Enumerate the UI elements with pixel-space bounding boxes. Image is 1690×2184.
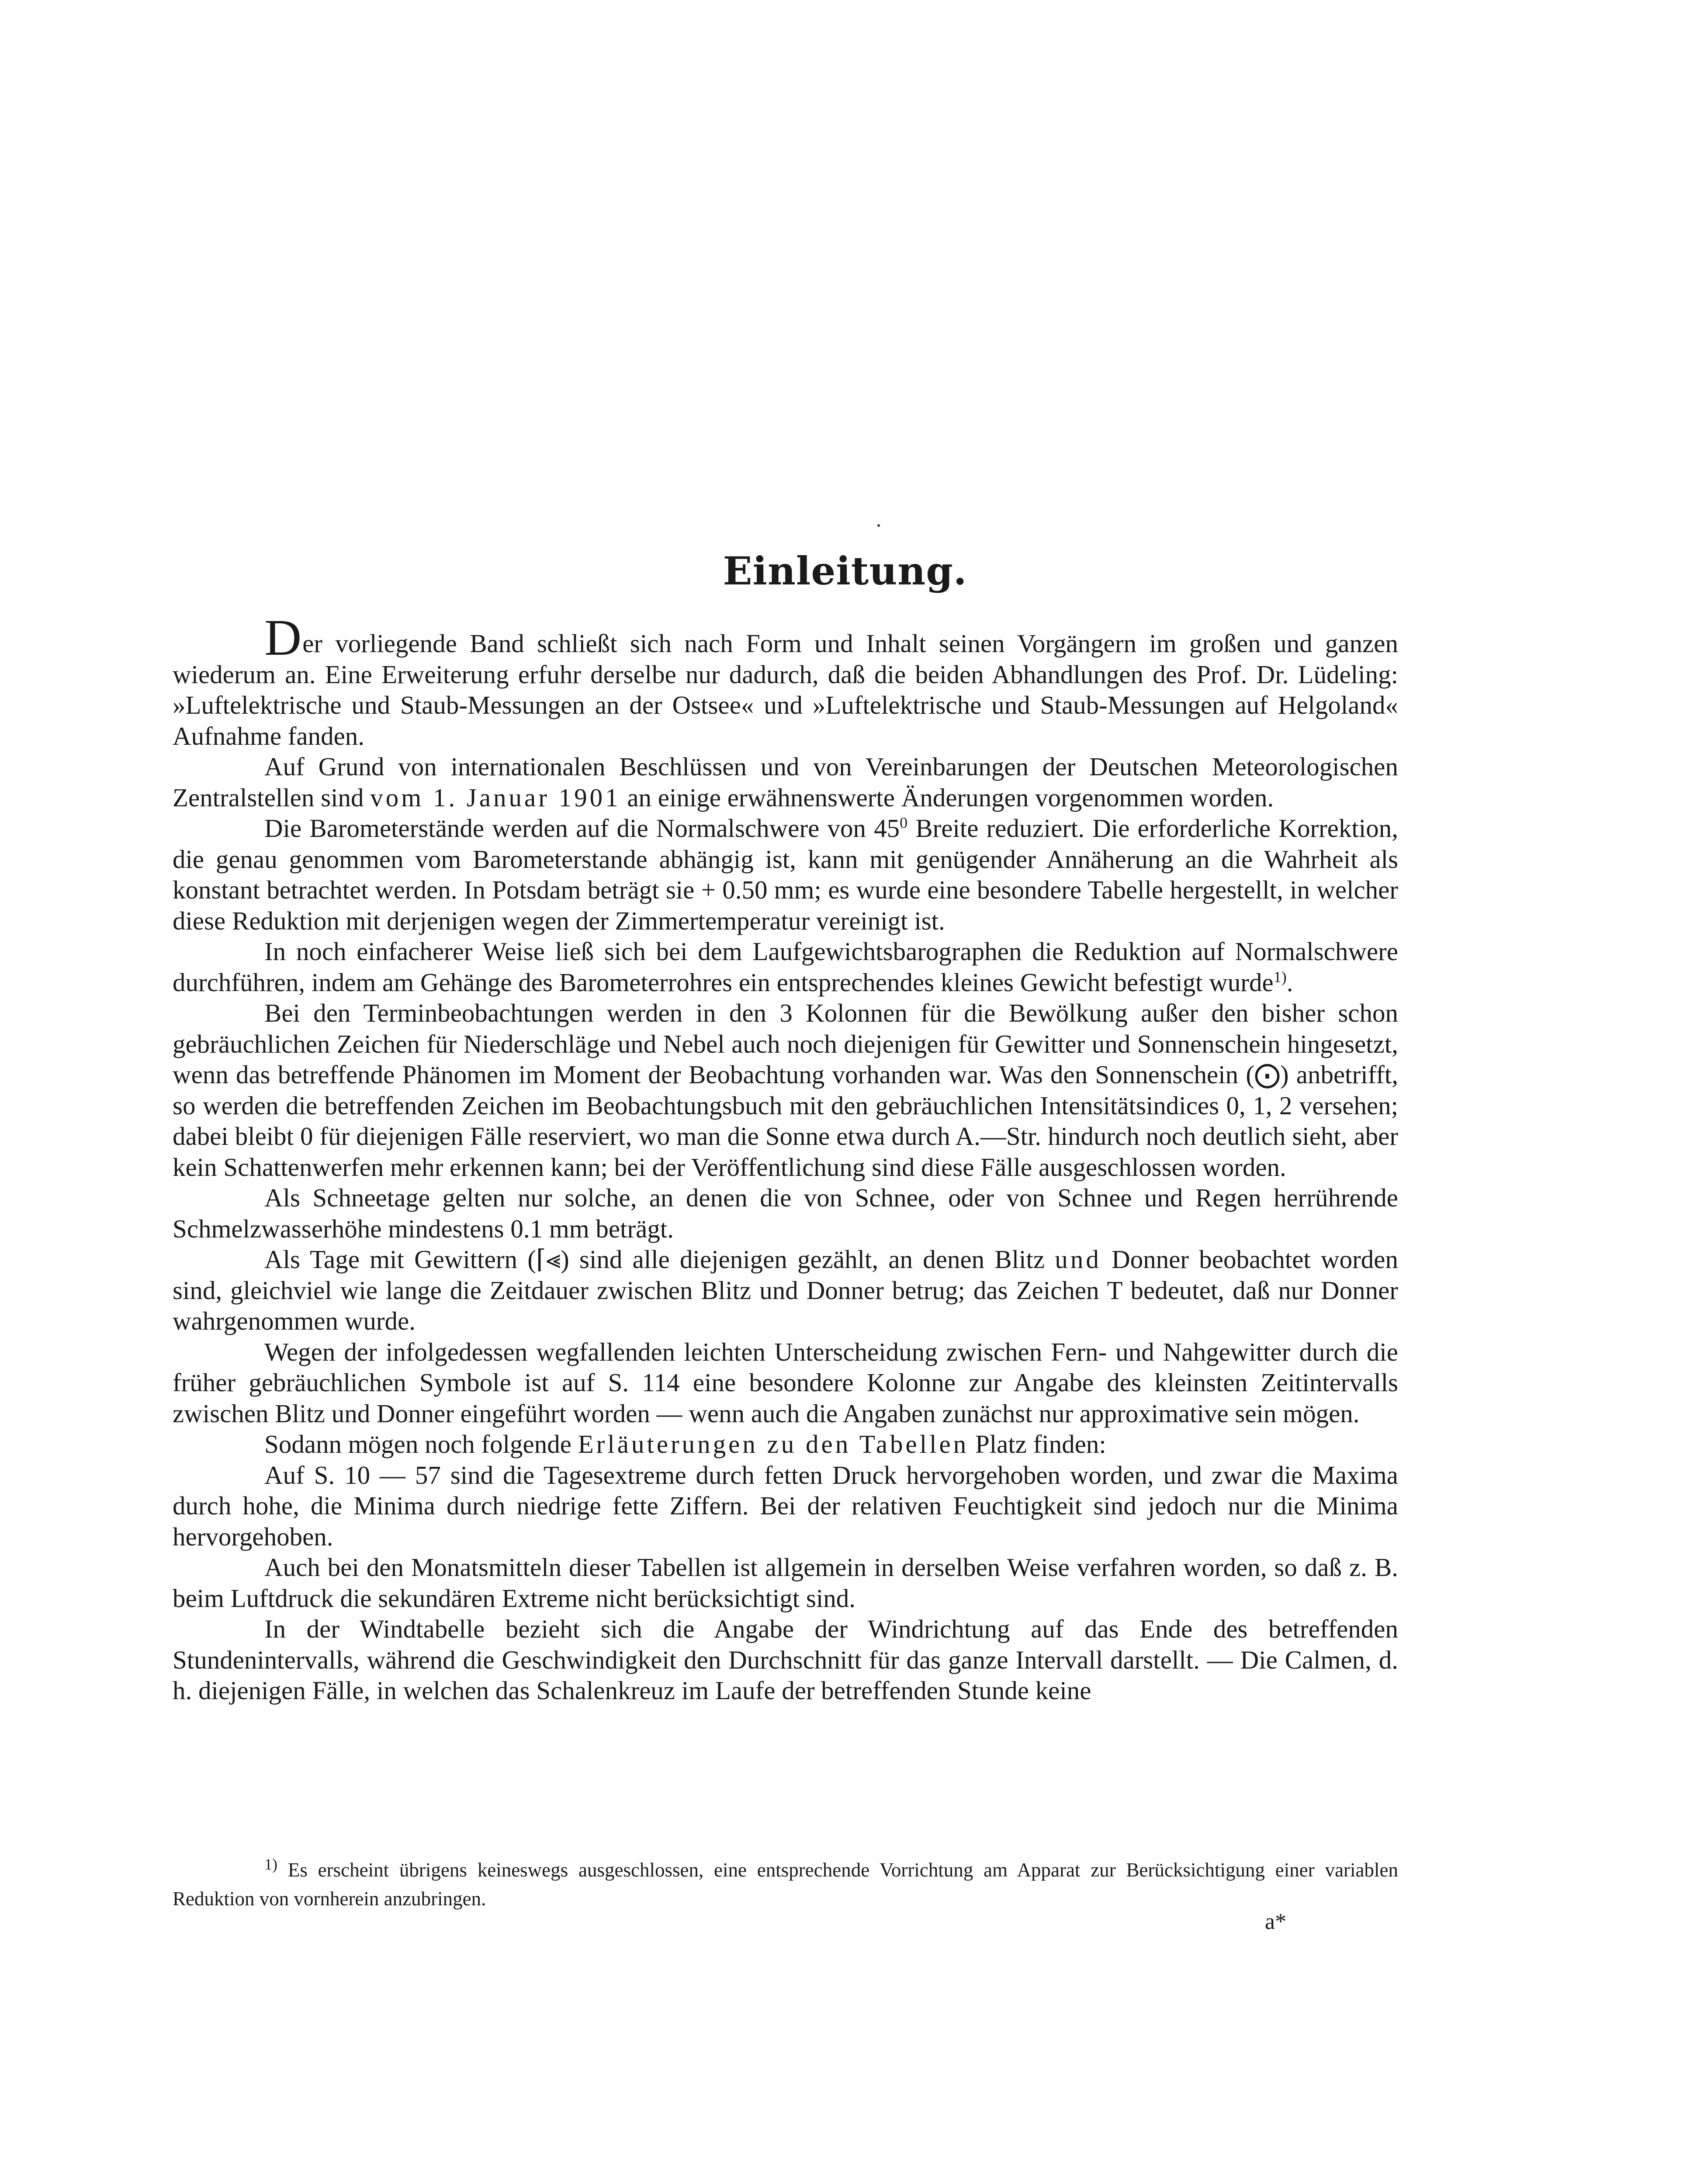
paragraph-6	[173, 1182, 1398, 1244]
spaced-emphasis: Erläuterungen zu den Tabellen	[578, 1430, 969, 1458]
paragraph-text: Die Barometerstände werden auf die Normalschwere von 45	[264, 814, 900, 843]
paragraph-text: Donner beobachtet worden sind, gleichviel wie lange die Zeitdauer zwischen Blitz und Donner betrug; das Zeichen T bedeutet, daß nur Donner wahrgenommen wurde.	[173, 1245, 1398, 1335]
paragraph-8	[173, 1337, 1398, 1429]
paragraph-7	[173, 1244, 1398, 1337]
footnote-reference: 1)	[1273, 968, 1287, 985]
paragraph-12	[173, 1614, 1398, 1706]
paragraph-4	[173, 936, 1398, 998]
footnote-mark: 1)	[264, 1856, 277, 1873]
paragraph-text: Breite reduziert. Die erforderliche Korrektion, die genau genommen vom Barometerstande abhängig ist, kann mit genügender Annäherung an die Wahrheit als konstant betrachtet werden. In Potsdam beträgt sie + 0.50 mm; es wurde eine besondere Tabelle hergestellt, in welcher diese Reduktion mit derjenigen wegen der Zimmertemperatur vereinigt ist.	[173, 814, 1398, 935]
drop-cap: D	[264, 609, 302, 666]
paragraph-text: Auch bei den Monatsmitteln dieser Tabellen ist allgemein in derselben Weise verfahren worden, so daß z. B. beim Luftdruck die sekundären Extreme nicht berücksichtigt sind.	[173, 1553, 1398, 1613]
paragraph-1	[173, 609, 1398, 751]
paragraph-10	[173, 1460, 1398, 1552]
body-text	[173, 609, 1398, 1706]
footnote	[173, 1856, 1398, 1913]
paragraph-text: In der Windtabelle bezieht sich die Angabe der Windrichtung auf das Ende des betreffenden Stundenintervalls, während die Geschwindigkeit den Durchschnitt für das ganze Intervall darstellt. — Die Calmen, d. h. diejenigen Fälle, in welchen das Schalenkreuz im Laufe der betreffenden Stunde keine	[173, 1614, 1398, 1705]
paragraph-5	[173, 998, 1398, 1182]
paragraph-3	[173, 813, 1398, 936]
paragraph-11	[173, 1552, 1398, 1614]
degree-superscript: 0	[900, 814, 908, 832]
paragraph-text: Wegen der infolgedessen wegfallenden leichten Unterscheidung zwischen Fern- und Nahgewitter durch die früher gebräuchlichen Symbole ist auf S. 114 eine besondere Kolonne zur Angabe des kleinsten Zeitintervalls zwischen Blitz und Donner eingeführt worden — wenn auch die Angaben zunächst nur approximative sein mögen.	[173, 1337, 1398, 1428]
paragraph-text: Als Schneetage gelten nur solche, an denen die von Schnee, oder von Schnee und Regen herrührende Schmelzwasserhöhe mindestens 0.1 mm beträgt.	[173, 1183, 1398, 1243]
paragraph-text: an einige erwähnenswerte Änderungen vorgenommen worden.	[620, 783, 1274, 812]
paragraph-text: Auf Grund von internationalen Beschlüssen und von Vereinbarungen der Deutschen Meteorologischen Zentralstellen sind	[173, 752, 1398, 812]
paragraph-text: Bei den Terminbeobachtungen werden in den 3 Kolonnen für die Bewölkung außer den bisher schon gebräuchlichen Zeichen für Niederschläge und Nebel auch noch diejenigen für Gewitter und Sonnenschein hingesetzt, wenn das betreffende Phänomen im Moment der Beobachtung vorhanden war. Was den Sonnenschein (⨀) anbetrifft, so werden die betreffenden Zeichen im Beobachtungsbuch mit den gebräuchlichen Intensitätsindices 0, 1, 2 versehen; dabei bleibt 0 für diejenigen Fälle reserviert, wo man die Sonne etwa durch A.—Str. hindurch noch deutlich sieht, aber kein Schattenwerfen mehr erkennen kann; bei der Veröffentlichung sind diese Fälle ausgeschlossen worden.	[173, 999, 1398, 1182]
paragraph-text: .	[1286, 968, 1293, 997]
spaced-emphasis: vom 1. Januar 1901	[370, 783, 621, 812]
paragraph-text: In noch einfacherer Weise ließ sich bei dem Laufgewichtsbarographen die Reduktion auf Normalschwere durchführen, indem am Gehänge des Barometerrohres ein entsprechendes kleines Gewicht befestigt wurde	[173, 937, 1398, 997]
page-title: Einleitung.	[723, 548, 967, 594]
paragraph-2	[173, 751, 1398, 813]
paragraph-text: Sodann mögen noch folgende	[264, 1430, 578, 1458]
spaced-emphasis: und	[1055, 1245, 1101, 1274]
footnote-text: Es erscheint übrigens keineswegs ausgeschlossen, eine entsprechende Vorrichtung am Apparat zur Berücksichtigung einer variablen Reduktion von vornherein anzubringen.	[173, 1859, 1398, 1910]
signature-mark: a*	[1265, 1909, 1287, 1934]
paragraph-text: Auf S. 10 — 57 sind die Tagesextreme durch fetten Druck hervorgehoben worden, und zwar die Maxima durch hohe, die Minima durch niedrige fette Ziffern. Bei der relativen Feuchtigkeit sind jedoch nur die Minima hervorgehoben.	[173, 1460, 1398, 1551]
ink-mark	[877, 524, 880, 527]
paragraph-text: Platz finden:	[969, 1430, 1106, 1458]
paragraph-text: er vorliegende Band schließt sich nach Form und Inhalt seinen Vorgängern im großen und ganzen wiederum an. Eine Erweiterung erfuhr derselbe nur dadurch, daß die beiden Abhandlungen des Prof. Dr. Lüdeling: »Luftelektrische und Staub-Messungen an der Ostsee« und »Luftelektrische und Staub-Messungen auf Helgoland« Aufnahme fanden.	[173, 629, 1398, 750]
paragraph-text: Als Tage mit Gewittern (⌈⪡) sind alle diejenigen gezählt, an denen Blitz	[264, 1245, 1055, 1274]
paragraph-9	[173, 1429, 1398, 1460]
